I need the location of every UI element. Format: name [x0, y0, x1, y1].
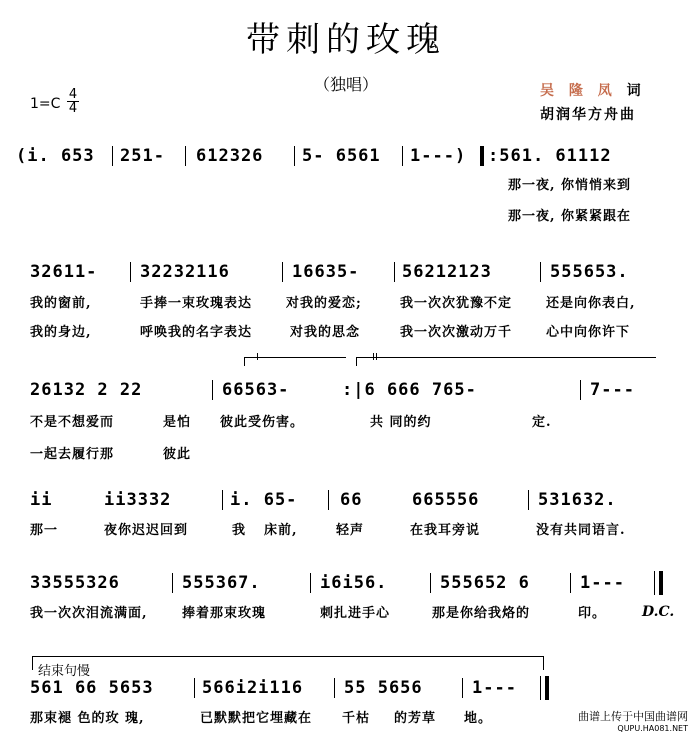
- lyric-segment: 那束褪 色的玫 瑰,: [30, 711, 145, 726]
- measure: 531632.: [538, 490, 617, 510]
- lyric-segment: 已默默把它埋藏在: [200, 711, 313, 726]
- measure: 7---: [590, 380, 635, 400]
- lyric-segment: 那一: [30, 523, 59, 538]
- lyric-segment: 对我的爱恋;: [286, 296, 362, 311]
- measure: 251-: [120, 146, 165, 166]
- lyric-segment: 地。: [464, 711, 493, 726]
- barline: [580, 380, 581, 400]
- barline: [112, 146, 113, 166]
- measure: :561. 61112: [488, 146, 612, 166]
- measure: 26132 2 22: [30, 380, 143, 400]
- measure: :|6 666 765-: [342, 380, 477, 400]
- measure: 55 5656: [344, 678, 423, 698]
- watermark: [578, 711, 688, 735]
- lyric-segment: 捧着那束玫瑰: [182, 606, 267, 621]
- measure: i. 65-: [230, 490, 298, 510]
- ending-2-line: [356, 357, 656, 358]
- measure: 5- 6561: [302, 146, 381, 166]
- watermark-line-1: 曲谱上传于中国曲谱网: [578, 710, 688, 723]
- lyricist: [540, 80, 646, 100]
- barline: [540, 262, 541, 282]
- lyric-segment: 印。: [578, 606, 607, 621]
- barline: [654, 571, 655, 595]
- barline: [570, 573, 571, 593]
- barline: [212, 380, 213, 400]
- measure: 56212123: [402, 262, 492, 282]
- measure: 1---): [410, 146, 467, 166]
- lyric-segment: 呼唤我的名字表达: [140, 325, 253, 340]
- measure: 555652 6: [440, 573, 530, 593]
- lyric-segment: 我的身边,: [30, 325, 92, 340]
- coda-bracket-line: [32, 656, 544, 657]
- measure: 612326: [196, 146, 264, 166]
- lyric-segment: 彼此受伤害。: [220, 415, 305, 430]
- lyric-segment: 床前,: [264, 523, 298, 538]
- time-signature: [67, 88, 79, 115]
- barline: [402, 146, 403, 166]
- barline: [194, 678, 195, 698]
- key-signature: 1=C: [30, 96, 61, 112]
- repeat-barline: [480, 146, 484, 166]
- ending-2-label: II: [372, 352, 378, 363]
- ending-2-bracket: [356, 357, 357, 366]
- measure: 1---: [472, 678, 517, 698]
- measure: 555367.: [182, 573, 261, 593]
- lyric-line: 那一夜, 你紧紧跟在: [508, 209, 632, 224]
- lyric-segment: 对我的思念: [290, 325, 361, 340]
- lyric-segment: 没有共同语言.: [536, 523, 626, 538]
- watermark-line-2: QUPU.HA081.NET: [617, 724, 688, 733]
- ending-1-label: I: [256, 352, 259, 363]
- barline: [430, 573, 431, 593]
- lyric-segment: 心中向你许下: [546, 325, 631, 340]
- final-barline: [659, 571, 663, 595]
- performance-type: （独唱）: [313, 75, 378, 94]
- lyric-segment: 夜你迟迟回到: [104, 523, 189, 538]
- barline: [282, 262, 283, 282]
- measure: 66: [340, 490, 363, 510]
- da-capo-marking: D.C.: [642, 604, 675, 620]
- barline: [310, 573, 311, 593]
- lyric-segment: 我的窗前,: [30, 296, 92, 311]
- lyric-segment: 我: [232, 523, 247, 538]
- final-barline: [545, 676, 549, 700]
- measure: 16635-: [292, 262, 360, 282]
- lyric-segment: 一起去履行那: [30, 447, 115, 462]
- measure: 1---: [580, 573, 625, 593]
- lyric-segment: 轻声: [336, 523, 365, 538]
- barline: [462, 678, 463, 698]
- measure: 665556: [412, 490, 480, 510]
- lyric-segment: 在我耳旁说: [410, 523, 481, 538]
- measure: 32611-: [30, 262, 98, 282]
- measure: 555653.: [550, 262, 629, 282]
- lyricist-role: 词: [626, 83, 646, 99]
- lyric-segment: 我一次次泪流满面,: [30, 606, 148, 621]
- lyric-segment: 不是不想爱而: [30, 415, 115, 430]
- measure: i6i56.: [320, 573, 388, 593]
- barline: [294, 146, 295, 166]
- lyric-segment: 定.: [532, 415, 552, 430]
- measure: ii3332: [104, 490, 172, 510]
- barline: [185, 146, 186, 166]
- time-signature-top: 4: [68, 87, 78, 102]
- coda-bracket-left: [32, 656, 33, 670]
- measure: (i. 653: [16, 146, 95, 166]
- barline: [334, 678, 335, 698]
- barline: [172, 573, 173, 593]
- ending-1-bracket: [244, 357, 245, 366]
- measure: 566i2i116: [202, 678, 304, 698]
- measure: 32232116: [140, 262, 230, 282]
- lyric-line: 那一夜, 你悄悄来到: [508, 178, 632, 193]
- lyric-segment: 还是向你表白,: [546, 296, 636, 311]
- lyric-segment: 的芳草: [394, 711, 437, 726]
- coda-bracket-right: [543, 656, 544, 670]
- lyric-segment: 那是你给我烙的: [432, 606, 531, 621]
- lyric-segment: 我一次次犹豫不定: [400, 296, 513, 311]
- measure: ii: [30, 490, 53, 510]
- lyric-segment: 彼此: [163, 447, 192, 462]
- lyricist-name: 吴 隆 凤: [540, 83, 617, 99]
- lyric-segment: 我一次次激动万千: [400, 325, 513, 340]
- lyric-segment: 千枯: [342, 711, 371, 726]
- barline: [328, 490, 329, 510]
- barline: [130, 262, 131, 282]
- measure: 66563-: [222, 380, 290, 400]
- barline: [540, 676, 541, 700]
- lyric-segment: 刺扎进手心: [320, 606, 391, 621]
- ending-1-line: [244, 357, 346, 358]
- barline: [222, 490, 223, 510]
- composer: 胡润华方舟曲: [540, 107, 636, 123]
- coda-tempo-label: 结束句慢: [38, 664, 91, 679]
- lyric-segment: 手捧一束玫瑰表达: [140, 296, 253, 311]
- song-title: 带刺的玫瑰: [246, 20, 446, 60]
- barline: [394, 262, 395, 282]
- lyric-segment: 是怕: [163, 415, 192, 430]
- measure: 33555326: [30, 573, 120, 593]
- lyric-segment: 共 同的约: [370, 415, 432, 430]
- time-signature-bottom: 4: [68, 101, 78, 116]
- barline: [528, 490, 529, 510]
- measure: 561 66 5653: [30, 678, 154, 698]
